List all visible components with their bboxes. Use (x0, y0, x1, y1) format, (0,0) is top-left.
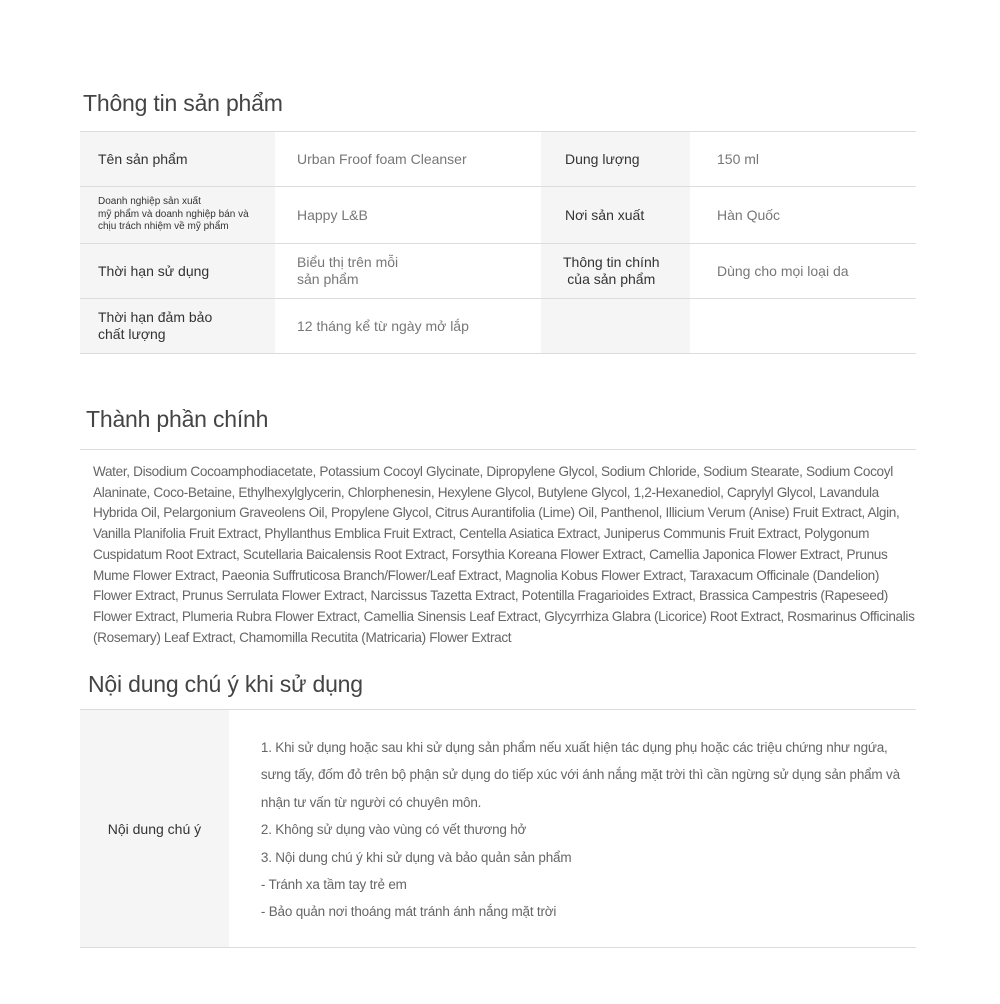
label-capacity: Dung lượng (541, 132, 690, 186)
list-item: 2. Không sử dụng vào vùng có vết thương hở (260, 822, 527, 838)
table-row (80, 187, 916, 244)
caution-title: Nội dung chú ý khi sử dụng (88, 671, 363, 697)
value-quality-period: 12 tháng kể từ ngày mở lắp (275, 299, 541, 353)
label-quality-period: Thời hạn đảm bảo chất lượng (80, 299, 275, 353)
value-main-info: Dùng cho mọi loại da (690, 244, 916, 298)
product-info-title: Thông tin sản phẩm (83, 90, 283, 116)
empty-value-cell (690, 299, 916, 353)
label-expiry: Thời hạn sử dụng (80, 244, 275, 298)
label-main-info: Thông tin chính của sản phẩm (541, 244, 690, 298)
value-product-name: Urban Froof foam Cleanser (275, 132, 541, 186)
list-item: - Tránh xa tầm tay trẻ em (260, 877, 407, 893)
value-expiry: Biểu thị trên mỗi sản phẩm (275, 244, 541, 298)
ingredients-divider (80, 449, 916, 450)
caution-label: Nội dung chú ý (80, 710, 229, 947)
value-capacity: 150 ml (690, 132, 916, 186)
list-item: 1. Khi sử dụng hoặc sau khi sử dụng sản phẩm nếu xuất hiện tác dụng phụ hoặc các triệu chứng như ngứa, sưng tấy, đốm đỏ trên bộ phận sử dụng do tiếp xúc với ánh nắng mặt trời thì cần ngừng sử dụng sản phẩm và nhận tư vấn từ người có chuyên môn. (260, 740, 900, 810)
ingredients-text: Water, Disodium Cocoamphodiacetate, Potassium Cocoyl Glycinate, Dipropylene Glycol, Sodium Chloride, Sodium Stearate, Sodium Cocoyl Alaninate, Coco-Betaine, Ethylhexylglycerin, Chlorphenesin, Hexylene Glycol, Butylene Glycol, 1,2-Hexanediol, Caprylyl Glycol, Lavandula Hybrida Oil, Pelargonium Graveolens Oil, Propylene Glycol, Citrus Aurantifolia (Lime) Oil, Panthenol, Illicium Verum (Anise) Fruit Extract, Algin, Vanilla Planifolia Fruit Extract, Phyllanthus Emblica Fruit Extract, Centella Asiatica Extract, Juniperus Communis Fruit Extract, Polygonum Cuspidatum Root Extract, Scutellaria Baicalensis Root Extract, Forsythia Koreana Flower Extract, Camellia Japonica Flower Extract, Prunus Mume Flower Extract, Paeonia Suffruticosa Branch/Flower/Leaf Extract, Magnolia Kobus Flower Extract, Taraxacum Officinale (Dandelion) Flower Extract, Prunus Serrulata Flower Extract, Narcissus Tazetta Extract, Potentilla Fragarioides Extract, Brassica Campestris (Rapeseed) Flower Extract, Plumeria Rubra Flower Extract, Camellia Sinensis Leaf Extract, Glycyrrhiza Glabra (Licorice) Root Extract, Rosmarinus Officinalis (Rosemary) Leaf Extract, Chamomilla Recutita (Matricaria) Flower Extract (93, 464, 915, 645)
list-item: - Bảo quản nơi thoáng mát tránh ánh nắng mặt trời (260, 904, 557, 920)
label-product-name: Tên sản phẩm (80, 132, 275, 186)
caution-table (80, 709, 916, 948)
product-info-table (80, 131, 916, 354)
table-row (80, 244, 916, 299)
label-origin: Nơi sản xuất (541, 187, 690, 243)
ingredients-title: Thành phần chính (86, 406, 269, 432)
value-origin: Hàn Quốc (690, 187, 916, 243)
list-item: 3. Nội dung chú ý khi sử dụng và bảo quản sản phẩm (260, 849, 572, 865)
caution-list (229, 710, 916, 947)
value-manufacturer: Happy L&B (275, 187, 541, 243)
table-row (80, 299, 916, 354)
empty-label-cell (541, 299, 690, 353)
table-row (80, 132, 916, 187)
label-manufacturer: Doanh nghiệp sản xuất mỹ phẩm và doanh nghiệp bán và chịu trách nhiệm về mỹ phẩm (80, 187, 275, 243)
